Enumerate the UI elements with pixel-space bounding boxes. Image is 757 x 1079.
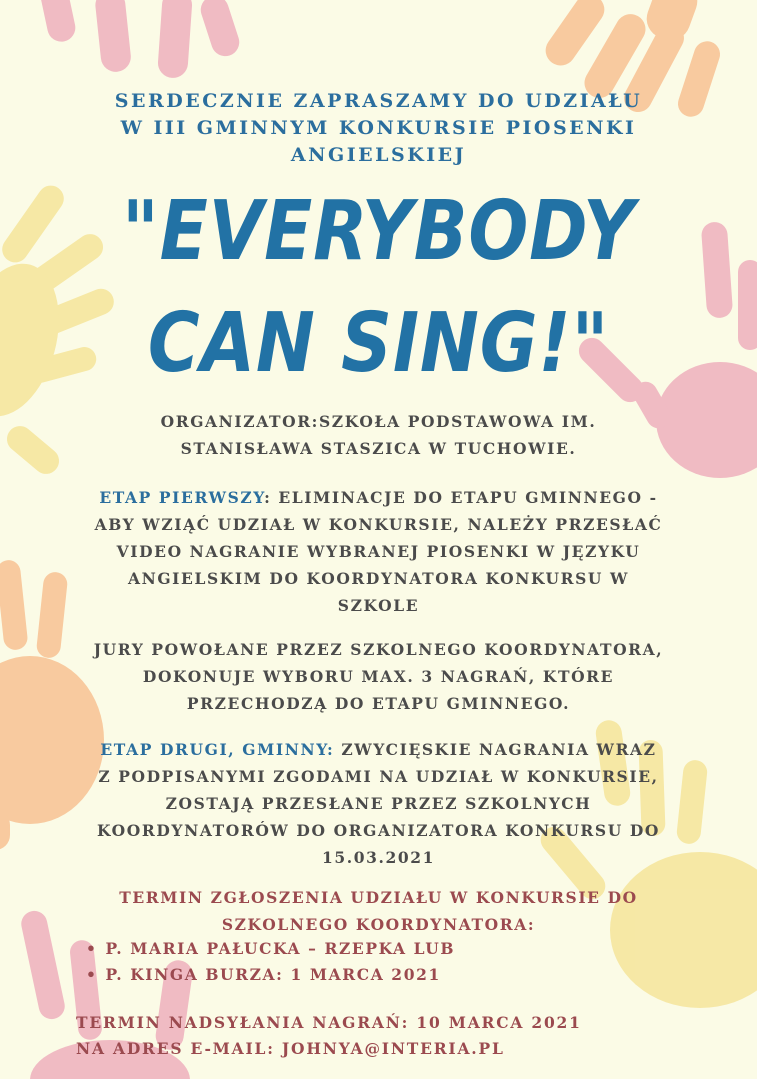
stage-two-paragraph — [60, 736, 697, 871]
organizer-paragraph — [60, 408, 697, 462]
list-item: • P. KINGA BURZA: 1 MARCA 2021 — [86, 962, 686, 988]
jury-line-3: PRZECHODZĄ DO ETAPU GMINNEGO. — [186, 694, 571, 713]
entry-deadline-heading — [60, 884, 697, 938]
jury-line-1: JURY POWOŁANE PRZEZ SZKOLNEGO KOORDYNATORA, — [93, 640, 664, 659]
stage-two-line-5: 15.03.2021 — [321, 848, 436, 867]
stage-one-line-3: VIDEO NAGRANIE WYBRANEJ PIOSENKI W JĘZYKU — [116, 542, 641, 561]
list-item: • P. MARIA PAŁUCKA – RZEPKA LUB — [86, 936, 686, 962]
stage-two-line-3: ZOSTAJĄ PRZESŁANE PRZEZ SZKOLNYCH — [165, 794, 592, 813]
invitation-line-1: SERDECZNIE ZAPRASZAMY DO UDZIAŁU — [114, 90, 643, 112]
stage-one-line-2: ABY WZIĄĆ UDZIAŁ W KONKURSIE, NALEŻY PRZESŁAĆ — [94, 515, 663, 534]
coordinator-list — [86, 936, 686, 988]
stage-one-line-1: ELIMINACJE DO ETAPU GMINNEGO - — [278, 488, 658, 507]
recordings-deadline — [76, 1010, 716, 1062]
recordings-deadline-line-1: TERMIN NADSYŁANIA NAGRAŃ: 10 MARCA 2021 — [76, 1013, 582, 1032]
stage-one-line-4: ANGIELSKIM DO KOORDYNATORA KONKURSU W — [127, 569, 630, 588]
entry-deadline-line-1: TERMIN ZGŁOSZENIA UDZIAŁU W KONKURSIE DO — [119, 888, 638, 907]
stage-two-line-4: KOORDYNATORÓW DO ORGANIZATORA KONKURSU DO — [97, 821, 660, 840]
entry-deadline-line-2: SZKOLNEGO KOORDYNATORA: — [221, 915, 536, 934]
stage-one-separator: : — [264, 488, 279, 507]
jury-paragraph — [60, 636, 697, 717]
stage-one-label: ETAP PIERWSZY — [99, 488, 265, 507]
invitation-heading — [40, 88, 717, 169]
stage-two-label: ETAP DRUGI, GMINNY: — [100, 740, 335, 759]
jury-line-2: DOKONUJE WYBORU MAX. 3 NAGRAŃ, KTÓRE — [142, 667, 615, 686]
title-line-1: "EVERYBODY — [122, 184, 635, 279]
recordings-email-line[interactable]: NA ADRES E-MAIL: JOHNYA@INTERIA.PL — [76, 1039, 505, 1058]
contest-title — [70, 176, 687, 400]
stage-two-line-1: ZWYCIĘSKIE NAGRANIA WRAZ — [334, 740, 657, 759]
stage-one-paragraph — [60, 484, 697, 619]
stage-two-line-2: Z PODPISANYMI ZGODAMI NA UDZIAŁ W KONKURSIE, — [98, 767, 659, 786]
stage-one-line-5: SZKOLE — [337, 596, 420, 615]
organizer-line-1: ORGANIZATOR:SZKOŁA PODSTAWOWA IM. — [160, 412, 597, 431]
title-line-2: CAN SING!" — [147, 296, 610, 391]
invitation-line-2: W III GMINNYM KONKURSIE PIOSENKI — [120, 117, 637, 139]
invitation-line-3: ANGIELSKIEJ — [290, 144, 467, 166]
organizer-line-2: STANISŁAWA STASZICA W TUCHOWIE. — [180, 439, 577, 458]
